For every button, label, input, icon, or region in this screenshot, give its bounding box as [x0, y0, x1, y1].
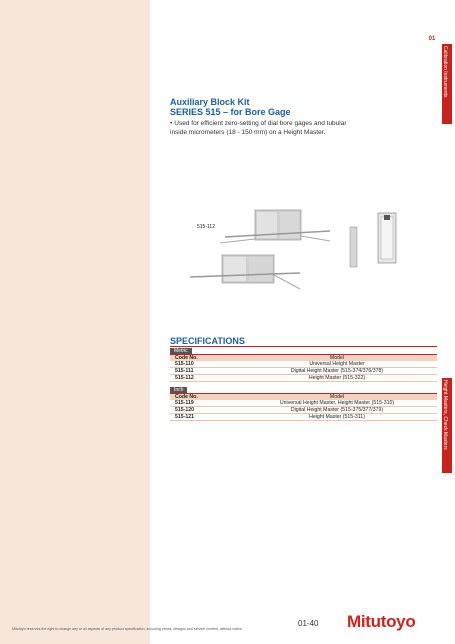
table-row [170, 407, 437, 414]
model-cell: Universal Height Master, Height Master (515-310) [279, 400, 395, 406]
table-row [170, 375, 437, 382]
inch-tag: Inch [170, 387, 187, 393]
bullet-icon: • [170, 120, 173, 127]
product-image [180, 205, 420, 310]
table-row [170, 400, 437, 407]
code-cell: 515-111 [175, 368, 194, 374]
table-row [170, 368, 437, 375]
model-cell: Universal Height Master [309, 361, 365, 367]
left-color-band [0, 0, 150, 644]
product-title-line1: Auxiliary Block Kit [170, 97, 250, 107]
block-kit-lower [190, 255, 300, 289]
model-cell: Digital Height Master (515-375/377/379) [290, 407, 384, 413]
section-tab-calibration [442, 44, 452, 124]
section-tab-label: Height Masters, Check Masters [442, 380, 448, 450]
model-cell: Height Master (515-322) [308, 375, 366, 381]
product-title-line2: SERIES 515 – for Bore Gage [170, 107, 291, 117]
product-description [170, 119, 350, 137]
code-cell: 515-120 [175, 407, 195, 413]
code-cell: 515-112 [175, 375, 194, 381]
model-cell: Digital Height Master (515-374/376/378) [290, 368, 384, 374]
footer-disclaimer: Mitutoyo reserves the right to change any or all aspects of any product specification, including prices, designs and service content, without notice. [12, 627, 243, 631]
section-tab-label: Calibration Instruments [442, 46, 448, 98]
metric-spec-table [170, 348, 437, 382]
table-row [170, 414, 437, 421]
section-tab-height-masters [442, 378, 452, 473]
chapter-number: 01 [428, 36, 436, 42]
header-code-no: Code No. [175, 394, 198, 400]
code-cell: 515-110 [175, 361, 194, 367]
specifications-rule [170, 346, 437, 347]
code-cell: 515-121 [175, 414, 195, 420]
header-model: Model [329, 394, 345, 400]
header-code-no: Code No. [175, 355, 198, 361]
metric-tag: Metric [170, 348, 192, 354]
code-cell: 515-119 [175, 400, 194, 406]
product-image-label: 515-112 [197, 224, 215, 230]
inch-spec-table [170, 387, 437, 421]
small-gauge-pieces [350, 213, 396, 267]
brand-logo: Mitutoyo [347, 612, 416, 631]
page-number: 01-40 [298, 619, 319, 628]
table-row [170, 361, 437, 368]
product-description-text: Used for efficient zero-setting of dial bore gages and tubular inside micrometers (18 - 150 mm) on a Height Master. [170, 120, 347, 136]
block-kit-upper [220, 210, 330, 243]
specifications-heading: SPECIFICATIONS [170, 336, 245, 346]
table-header [170, 393, 437, 400]
product-title [170, 97, 291, 117]
header-model: Model [329, 355, 345, 361]
model-cell: Height Master (515-311) [309, 414, 365, 420]
table-header [170, 354, 437, 361]
